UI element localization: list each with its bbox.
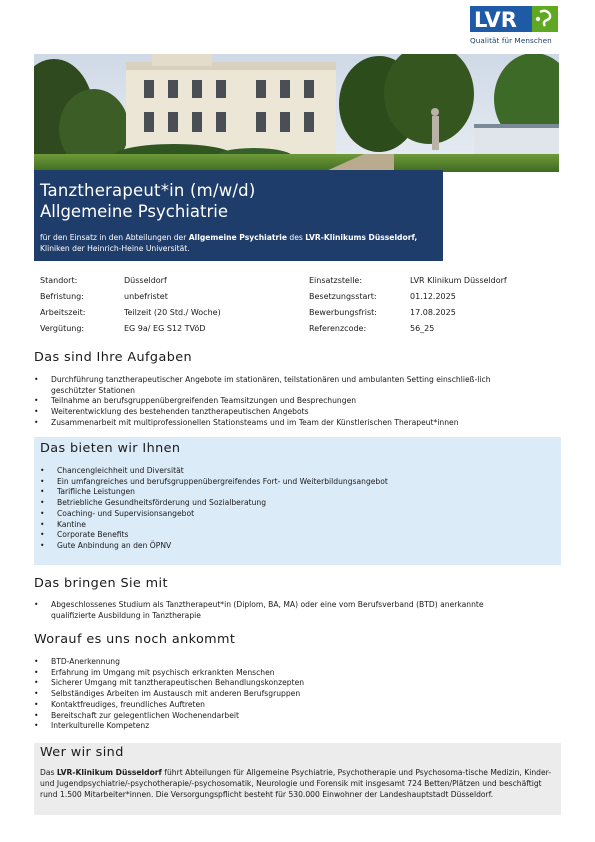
list-item: • Durchführung tanztherapeutischer Angebote im stationären, teilstationären und ambulanten Setting einschließ-lich geschützter Stationen: [34, 375, 534, 396]
job-intro: [40, 232, 440, 254]
tasks-heading: Das sind Ihre Aufgaben: [34, 350, 193, 365]
about-text-2: führt Abteilungen für Allgemeine Psychiatrie, Psychotherapie und Psychosoma-tische Medizin, Kinder- und Jugendpsychiatrie/-psychotherapie/-psychosomatik, Neurologie und Forensik mit insgesamt 724 Betten/Plätzen und beschäftigt rund 1.500 Mitarbeiter*innen. Die Versorgungspflicht besteht für 530.000 Einwohner der Landeshauptstadt Düsseldorf.: [40, 768, 552, 799]
list-item: • Chancengleichheit und Diversität: [40, 466, 540, 477]
fact-label: Referenzcode:: [309, 324, 367, 333]
fact-value: 17.08.2025: [410, 308, 456, 317]
list-item: • Bereitschaft zur gelegentlichen Wochenendarbeit: [34, 711, 534, 722]
fact-value: LVR Klinikum Düsseldorf: [410, 276, 507, 285]
list-item: • Coaching- und Supervisionsangebot: [40, 509, 540, 520]
intro-text-3: Kliniken der Heinrich-Heine Universität.: [40, 244, 190, 253]
lvr-logo-mark: [470, 6, 558, 32]
offer-list: [40, 466, 540, 552]
title-banner: [34, 170, 443, 261]
list-item: • Teilnahme an berufsgruppenübergreifenden Teamsitzungen und Besprechungen: [34, 396, 534, 407]
tasks-list: [34, 375, 534, 429]
list-item: • Kantine: [40, 520, 540, 531]
fact-value: 56_25: [410, 324, 435, 333]
list-item: • BTD-Anerkennung: [34, 657, 534, 668]
fact-label: Einsatzstelle:: [309, 276, 363, 285]
about-heading: Wer wir sind: [40, 745, 124, 760]
important-list: [34, 657, 534, 732]
list-item: • Sicherer Umgang mit tanztherapeutischen Behandlungskonzepten: [34, 678, 534, 689]
fact-value: EG 9a/ EG S12 TVöD: [124, 324, 206, 333]
fact-label: Vergütung:: [40, 324, 85, 333]
clinic-building-photo: [34, 54, 559, 172]
fact-value: Teilzeit (20 Std./ Woche): [124, 308, 221, 317]
fact-label: Besetzungsstart:: [309, 292, 377, 301]
offer-heading: Das bieten wir Ihnen: [40, 441, 181, 456]
intro-text-2: des: [286, 233, 306, 242]
job-department: Allgemeine Psychiatrie: [40, 202, 228, 221]
logo-tagline: Qualität für Menschen: [470, 36, 552, 45]
requirements-list: [34, 600, 529, 621]
job-title: Tanztherapeut*in (m/w/d): [40, 181, 256, 200]
intro-text-1: für den Einsatz in den Abteilungen der: [40, 233, 189, 242]
about-bold-clinic: LVR-Klinikum Düsseldorf: [56, 768, 162, 777]
logo-brand: LVR: [474, 8, 517, 32]
list-item: • Ein umfangreiches und berufsgruppenübergreifendes Fort- und Weiterbildungsangebot: [40, 477, 540, 488]
list-item: • Abgeschlossenes Studium als Tanztherapeut*in (Diplom, BA, MA) oder eine vom Berufsverband (BTD) anerkannte qualifizierte Ausbildung in Tanztherapie: [34, 600, 529, 621]
intro-bold-clinic: LVR-Klinikums Düsseldorf,: [305, 233, 418, 242]
fact-label: Arbeitszeit:: [40, 308, 86, 317]
list-item: • Betriebliche Gesundheitsförderung und Sozialberatung: [40, 498, 540, 509]
list-item: • Kontaktfreudiges, freundliches Auftreten: [34, 700, 534, 711]
requirements-heading: Das bringen Sie mit: [34, 576, 168, 591]
list-item: • Tarifliche Leistungen: [40, 487, 540, 498]
list-item: • Selbständiges Arbeiten im Austausch mit anderen Berufsgruppen: [34, 689, 534, 700]
list-item: • Weiterentwicklung des bestehenden tanztherapeutischen Angebots: [34, 407, 534, 418]
fact-label: Befristung:: [40, 292, 84, 301]
about-text: [40, 768, 555, 800]
fact-value: unbefristet: [124, 292, 168, 301]
important-heading: Worauf es uns noch ankommt: [34, 632, 236, 647]
list-item: • Zusammenarbeit mit multiprofessionellen Stationsteams und im Team der Künstlerischen Therapeut*innen: [34, 418, 534, 429]
list-item: • Corporate Benefits: [40, 530, 540, 541]
list-item: • Erfahrung im Umgang mit psychisch erkrankten Menschen: [34, 668, 534, 679]
about-text-1: Das: [40, 768, 57, 777]
lvr-logo: [468, 6, 563, 44]
fact-label: Bewerbungsfrist:: [309, 308, 377, 317]
fact-value: 01.12.2025: [410, 292, 456, 301]
intro-bold-department: Allgemeine Psychiatrie: [188, 233, 287, 242]
list-item: • Interkulturelle Kompetenz: [34, 721, 534, 732]
list-item: • Gute Anbindung an den ÖPNV: [40, 541, 540, 552]
fact-value: Düsseldorf: [124, 276, 167, 285]
fact-label: Standort:: [40, 276, 78, 285]
